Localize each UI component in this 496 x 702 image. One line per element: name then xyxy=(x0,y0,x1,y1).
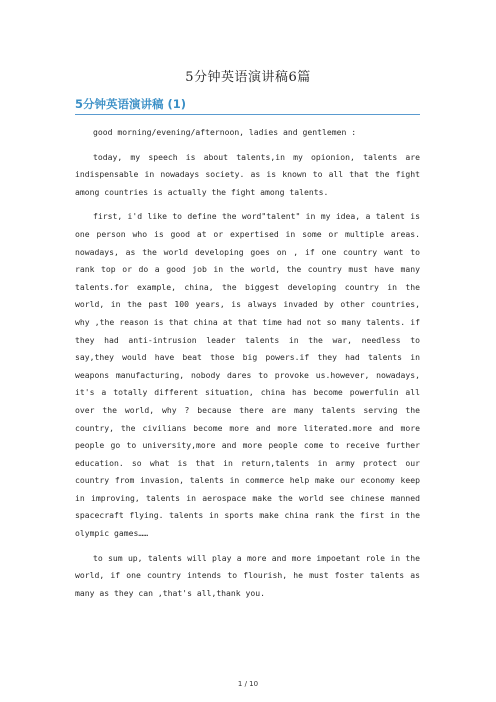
paragraph-main: first, i'd like to define the word"talent" in my idea, a talent is one person who is good at or expertised in some or multiple areas. nowadays, as the world developing goes on , if one country want to rank top or do a good job in the world, the country must have many talents.for example, china, the biggest developing country in the world, in the past 100 years, is always invaded by other countries, why ,the reason is that china at that time had not so many talents. if they had anti-intrusion leader talents in the war, needless to say,they would have beat those big powers.if they had talents in weapons manufacturing, nobody dares to provoke us.however, nowadays, it's a totally different situation, china has become powerfulin all over the world, why ? because there are many talents serving the country, the civilians become more and more literated.more and more people go to university,more and more people come to receive further education. so what is that in return,talents in army protect our country from invasion, talents in commerce help make our economy keep in improving, talents in aerospace make the world see chinese manned spacecraft flying. talents in sports make china rank the first in the olympic games…… xyxy=(75,211,420,539)
body-text xyxy=(75,124,420,609)
paragraph-conclusion: to sum up, talents will play a more and more impoetant role in the world, if one country intends to flourish, he must foster talents as many as they can ,that's all,thank you. xyxy=(75,552,420,598)
paragraph-greeting: good morning/evening/afternoon, ladies and gentlemen : xyxy=(93,127,357,137)
page-number: 1 / 10 xyxy=(237,680,259,688)
section-heading: 5分钟英语演讲稿 (1) xyxy=(75,96,420,115)
paragraph-intro: today, my speech is about talents,in my opionion, talents are indispensable in nowadays society. as is known to all that the fight among countries is actually the fight among talents. xyxy=(75,151,420,197)
document-title: 5分钟英语演讲稿6篇 xyxy=(185,70,311,85)
